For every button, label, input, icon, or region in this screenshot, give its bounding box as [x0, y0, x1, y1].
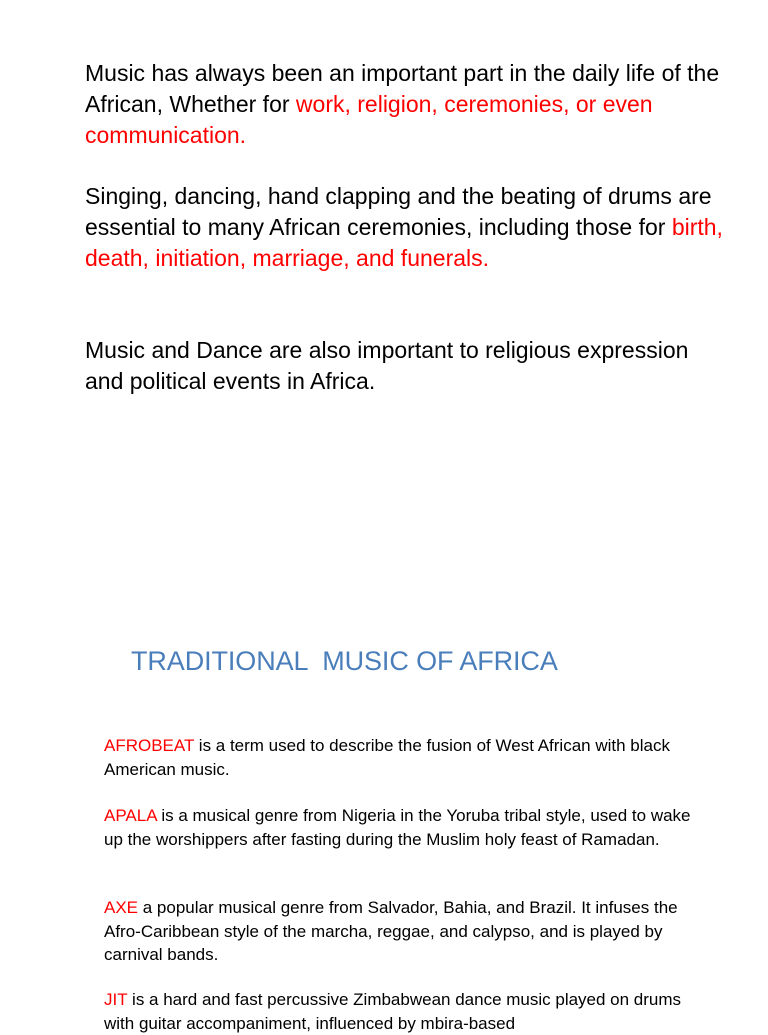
genre-term: AXE [104, 898, 139, 917]
genre-term: APALA [104, 806, 157, 825]
intro-paragraph-importance [85, 58, 725, 150]
section-heading: TRADITIONAL MUSIC OF AFRICA [131, 646, 558, 676]
genre-description: is a musical genre from Nigeria in the Yoruba tribal style, used to wake up the worshippers after fasting during the Muslim holy feast of Ramadan. [104, 806, 691, 849]
intro-text: Singing, dancing, hand clapping and the beating of drums are essential to many African ceremonies, including those for [85, 183, 712, 240]
intro-text: Music and Dance are also important to religious expression and political events in Africa. [85, 337, 689, 394]
genre-entry-apala [104, 804, 704, 851]
genre-entry-jit [104, 988, 704, 1035]
genre-description: a popular musical genre from Salvador, Bahia, and Brazil. It infuses the Afro-Caribbean style of the marcha, reggae, and calypso, and is played by carnival bands. [104, 898, 678, 964]
genre-description: is a term used to describe the fusion of West African with black American music. [104, 736, 670, 779]
intro-paragraph-religious [85, 335, 725, 397]
genre-entry-afrobeat [104, 734, 704, 781]
genre-description: is a hard and fast percussive Zimbabwean dance music played on drums with guitar accompaniment, influenced by mbira-based [104, 990, 682, 1033]
genre-term: AFROBEAT [104, 736, 195, 755]
genre-entry-axe [104, 896, 704, 967]
genre-term: JIT [104, 990, 128, 1009]
intro-text: Music has always been an important part in the daily life of the African, Whether for [85, 60, 720, 117]
intro-paragraph-ceremonies [85, 181, 725, 273]
intro-highlight: work, religion, ceremonies, or even communication. [85, 90, 653, 148]
intro-highlight: birth, death, initiation, marriage, and funerals. [85, 213, 723, 271]
